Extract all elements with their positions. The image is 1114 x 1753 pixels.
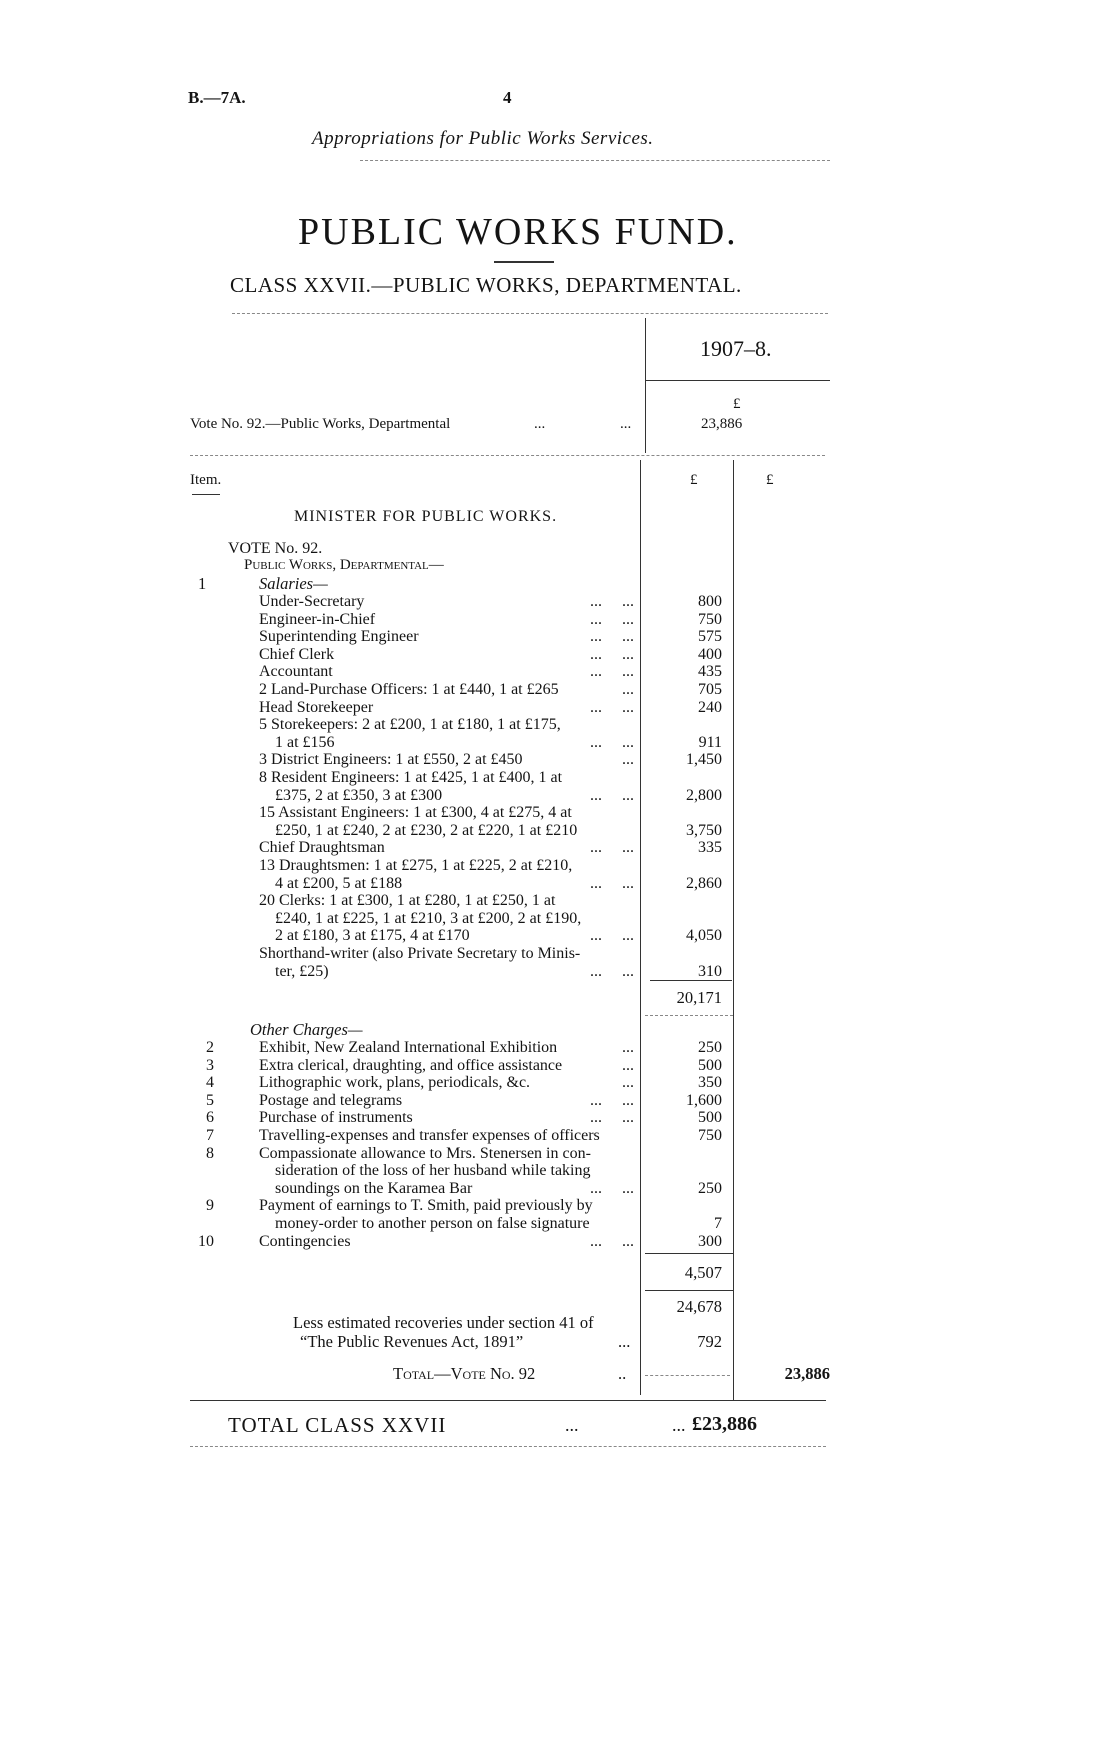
table-row xyxy=(0,1109,1114,1127)
vote-number-line: VOTE No. 92. xyxy=(228,540,323,557)
row-amount: 7 xyxy=(714,1215,722,1232)
vote-total-amount: 23,886 xyxy=(784,1364,830,1383)
row-description: Lithographic work, plans, periodicals, &c. xyxy=(259,1074,531,1092)
salaries-heading: Salaries— xyxy=(259,574,328,593)
table-row xyxy=(0,910,1114,928)
leader-dots: ... ... xyxy=(590,839,634,857)
department-line: Public Works, Departmental— xyxy=(244,557,444,573)
item-number: 8 xyxy=(206,1144,214,1162)
table-row xyxy=(0,963,1114,981)
row-description: Purchase of instruments xyxy=(259,1109,413,1127)
report-reference: B.—7A. xyxy=(188,88,246,107)
class-total-label: TOTAL CLASS XXVII xyxy=(228,1413,447,1437)
col1-header: £ xyxy=(690,472,698,488)
leader-dots: ... xyxy=(620,416,632,432)
row-description: £375, 2 at £350, 3 at £300 xyxy=(259,786,443,804)
leader-dots: ... ... xyxy=(590,927,634,945)
table-row xyxy=(0,857,1114,875)
row-description: £250, 1 at £240, 2 at £230, 2 at £220, 1 at £210 xyxy=(259,821,578,839)
row-description: 3 District Engineers: 1 at £550, 2 at £450 xyxy=(259,751,523,769)
row-description: 5 Storekeepers: 2 at £200, 1 at £180, 1 at £175, xyxy=(259,716,561,734)
row-description: Travelling-expenses and transfer expenses of officers xyxy=(259,1127,600,1144)
year-heading: 1907–8. xyxy=(700,336,772,361)
row-description: Under-Secretary xyxy=(259,593,365,610)
row-description: money-order to another person on false signature xyxy=(259,1215,590,1232)
leader-dots: ... ... xyxy=(590,698,634,716)
recoveries-line2: “The Public Revenues Act, 1891” xyxy=(300,1332,524,1351)
item-number: 3 xyxy=(206,1056,214,1074)
table-row xyxy=(0,839,1114,857)
salaries-subtotal: 20,171 xyxy=(676,988,722,1007)
table-row xyxy=(0,787,1114,805)
leader-dots: ... ... xyxy=(590,610,634,628)
table-row xyxy=(0,1180,1114,1198)
col2-header: £ xyxy=(766,472,774,488)
row-amount: 335 xyxy=(698,839,722,857)
leader-dots: ... ... xyxy=(590,645,634,663)
row-description: Postage and telegrams xyxy=(259,1091,403,1109)
leader-dots: ... xyxy=(622,1039,634,1056)
row-amount: 2,800 xyxy=(686,786,722,804)
other-charges-heading: Other Charges— xyxy=(250,1020,363,1039)
table-row xyxy=(0,663,1114,681)
item-number: 7 xyxy=(206,1127,214,1144)
leader-dots: ... ... xyxy=(590,593,634,610)
row-description: Engineer-in-Chief xyxy=(259,610,376,628)
row-description: Accountant xyxy=(259,663,333,681)
table-row xyxy=(0,804,1114,822)
row-amount: 240 xyxy=(698,698,722,716)
table-row xyxy=(0,1215,1114,1233)
row-amount: 300 xyxy=(698,1232,722,1250)
row-description: 1 at £156 xyxy=(259,733,335,751)
leader-dots: ... xyxy=(672,1415,686,1435)
row-description: Exhibit, New Zealand International Exhibition xyxy=(259,1039,558,1056)
item-column-header: Item. xyxy=(190,472,222,488)
row-amount: 800 xyxy=(698,593,722,610)
leader-dots: ... ... xyxy=(590,1179,634,1197)
leader-dots: ... ... xyxy=(590,1109,634,1127)
other-charges-subtotal: 4,507 xyxy=(684,1263,722,1282)
table-row xyxy=(0,699,1114,717)
row-description: ter, £25) xyxy=(259,962,329,980)
leader-dots: ... xyxy=(622,681,634,698)
leader-dots: ... ... xyxy=(590,1091,634,1109)
row-amount: 400 xyxy=(698,645,722,663)
row-amount: 500 xyxy=(698,1109,722,1127)
table-row xyxy=(0,1145,1114,1163)
class-total-amount: £23,886 xyxy=(692,1413,757,1435)
table-row xyxy=(0,1057,1114,1075)
leader-dots: ... ... xyxy=(590,628,634,646)
table-row xyxy=(0,927,1114,945)
item-number: 5 xyxy=(206,1091,214,1109)
table-row xyxy=(0,1197,1114,1215)
leader-dots: ... ... xyxy=(590,733,634,751)
leader-dots: ... xyxy=(622,1056,634,1074)
table-row xyxy=(0,875,1114,893)
table-row xyxy=(0,611,1114,629)
row-amount: 250 xyxy=(698,1039,722,1056)
row-description: 4 at £200, 5 at £188 xyxy=(259,874,403,892)
leader-dots: ... xyxy=(534,416,546,432)
gross-total: 24,678 xyxy=(676,1297,722,1316)
row-description: sideration of the loss of her husband while taking xyxy=(259,1162,591,1180)
table-row xyxy=(0,1074,1114,1092)
table-row xyxy=(0,1092,1114,1110)
table-row xyxy=(0,628,1114,646)
table-row xyxy=(0,1127,1114,1145)
item-number: 4 xyxy=(206,1074,214,1092)
row-description: £240, 1 at £225, 1 at £210, 3 at £200, 2 at £190, xyxy=(259,909,582,927)
table-row xyxy=(0,734,1114,752)
row-amount: 750 xyxy=(698,610,722,628)
page-number: 4 xyxy=(503,88,512,107)
item-number: 1 xyxy=(198,574,207,593)
leader-dots: ... ... xyxy=(590,1232,634,1250)
minister-heading: MINISTER FOR PUBLIC WORKS. xyxy=(294,508,558,525)
recoveries-line1: Less estimated recoveries under section 41 of xyxy=(293,1313,594,1332)
table-row xyxy=(0,646,1114,664)
row-description: Payment of earnings to T. Smith, paid previously by xyxy=(259,1197,593,1215)
table-row xyxy=(0,751,1114,769)
row-description: Shorthand-writer (also Private Secretary to Minis- xyxy=(259,945,581,962)
leader-dots: ... xyxy=(618,1332,631,1351)
table-row xyxy=(0,1233,1114,1251)
currency-symbol: £ xyxy=(733,396,741,412)
row-description: Extra clerical, draughting, and office assistance xyxy=(259,1056,563,1074)
leader-dots: ... ... xyxy=(590,663,634,681)
row-description: Head Storekeeper xyxy=(259,698,374,716)
vote-summary-amount: 23,886 xyxy=(701,416,743,432)
class-title: CLASS XXVII.—PUBLIC WORKS, DEPARTMENTAL. xyxy=(230,273,742,297)
fund-title: PUBLIC WORKS FUND. xyxy=(298,211,738,253)
leader-dots: ... ... xyxy=(590,874,634,892)
row-description: Chief Draughtsman xyxy=(259,839,385,857)
table-row xyxy=(0,681,1114,699)
row-amount: 310 xyxy=(698,962,722,980)
row-description: 20 Clerks: 1 at £300, 1 at £280, 1 at £250, 1 at xyxy=(259,892,556,910)
row-description: 2 at £180, 3 at £175, 4 at £170 xyxy=(259,927,470,945)
item-number: 9 xyxy=(206,1197,214,1215)
row-amount: 250 xyxy=(698,1179,722,1197)
row-amount: 705 xyxy=(698,681,722,698)
leader-dots: ... ... xyxy=(590,786,634,804)
row-amount: 500 xyxy=(698,1056,722,1074)
row-amount: 435 xyxy=(698,663,722,681)
item-number: 2 xyxy=(206,1039,214,1056)
row-description: Compassionate allowance to Mrs. Stenersen in con- xyxy=(259,1144,591,1162)
row-amount: 3,750 xyxy=(686,821,722,839)
table-row xyxy=(0,945,1114,963)
row-description: Chief Clerk xyxy=(259,645,335,663)
row-description: Contingencies xyxy=(259,1232,351,1250)
leader-dots: ... ... xyxy=(590,962,634,980)
row-amount: 350 xyxy=(698,1074,722,1092)
table-row xyxy=(0,1039,1114,1057)
row-amount: 911 xyxy=(698,733,722,751)
item-number: 10 xyxy=(198,1232,214,1250)
table-row xyxy=(0,769,1114,787)
row-amount: 1,450 xyxy=(686,751,722,769)
leader-dots: ... xyxy=(622,751,634,769)
row-description: soundings on the Karamea Bar xyxy=(259,1179,473,1197)
table-row xyxy=(0,716,1114,734)
vote-summary-label: Vote No. 92.—Public Works, Departmental xyxy=(190,416,451,432)
row-description: Superintending Engineer xyxy=(259,628,419,646)
leader-dots: ... xyxy=(565,1415,579,1435)
table-row xyxy=(0,892,1114,910)
row-description: 2 Land-Purchase Officers: 1 at £440, 1 at £265 xyxy=(259,681,559,698)
row-amount: 2,860 xyxy=(686,874,722,892)
row-amount: 750 xyxy=(698,1127,722,1144)
row-amount: 1,600 xyxy=(686,1091,722,1109)
running-title: Appropriations for Public Works Services. xyxy=(312,128,654,149)
leader-dots: ... xyxy=(622,1074,634,1092)
item-number: 6 xyxy=(206,1109,214,1127)
row-description: 13 Draughtsmen: 1 at £275, 1 at £225, 2 at £210, xyxy=(259,857,573,874)
recoveries-amount: 792 xyxy=(697,1332,722,1351)
vote-total-label: Total—Vote No. 92 xyxy=(393,1364,536,1383)
table-row xyxy=(0,593,1114,611)
row-amount: 4,050 xyxy=(686,927,722,945)
row-description: 15 Assistant Engineers: 1 at £300, 4 at £275, 4 at xyxy=(259,804,572,822)
row-description: 8 Resident Engineers: 1 at £425, 1 at £400, 1 at xyxy=(259,769,563,786)
table-row xyxy=(0,1162,1114,1180)
table-row xyxy=(0,822,1114,840)
leader-dots: .. xyxy=(618,1364,627,1383)
row-amount: 575 xyxy=(698,628,722,646)
